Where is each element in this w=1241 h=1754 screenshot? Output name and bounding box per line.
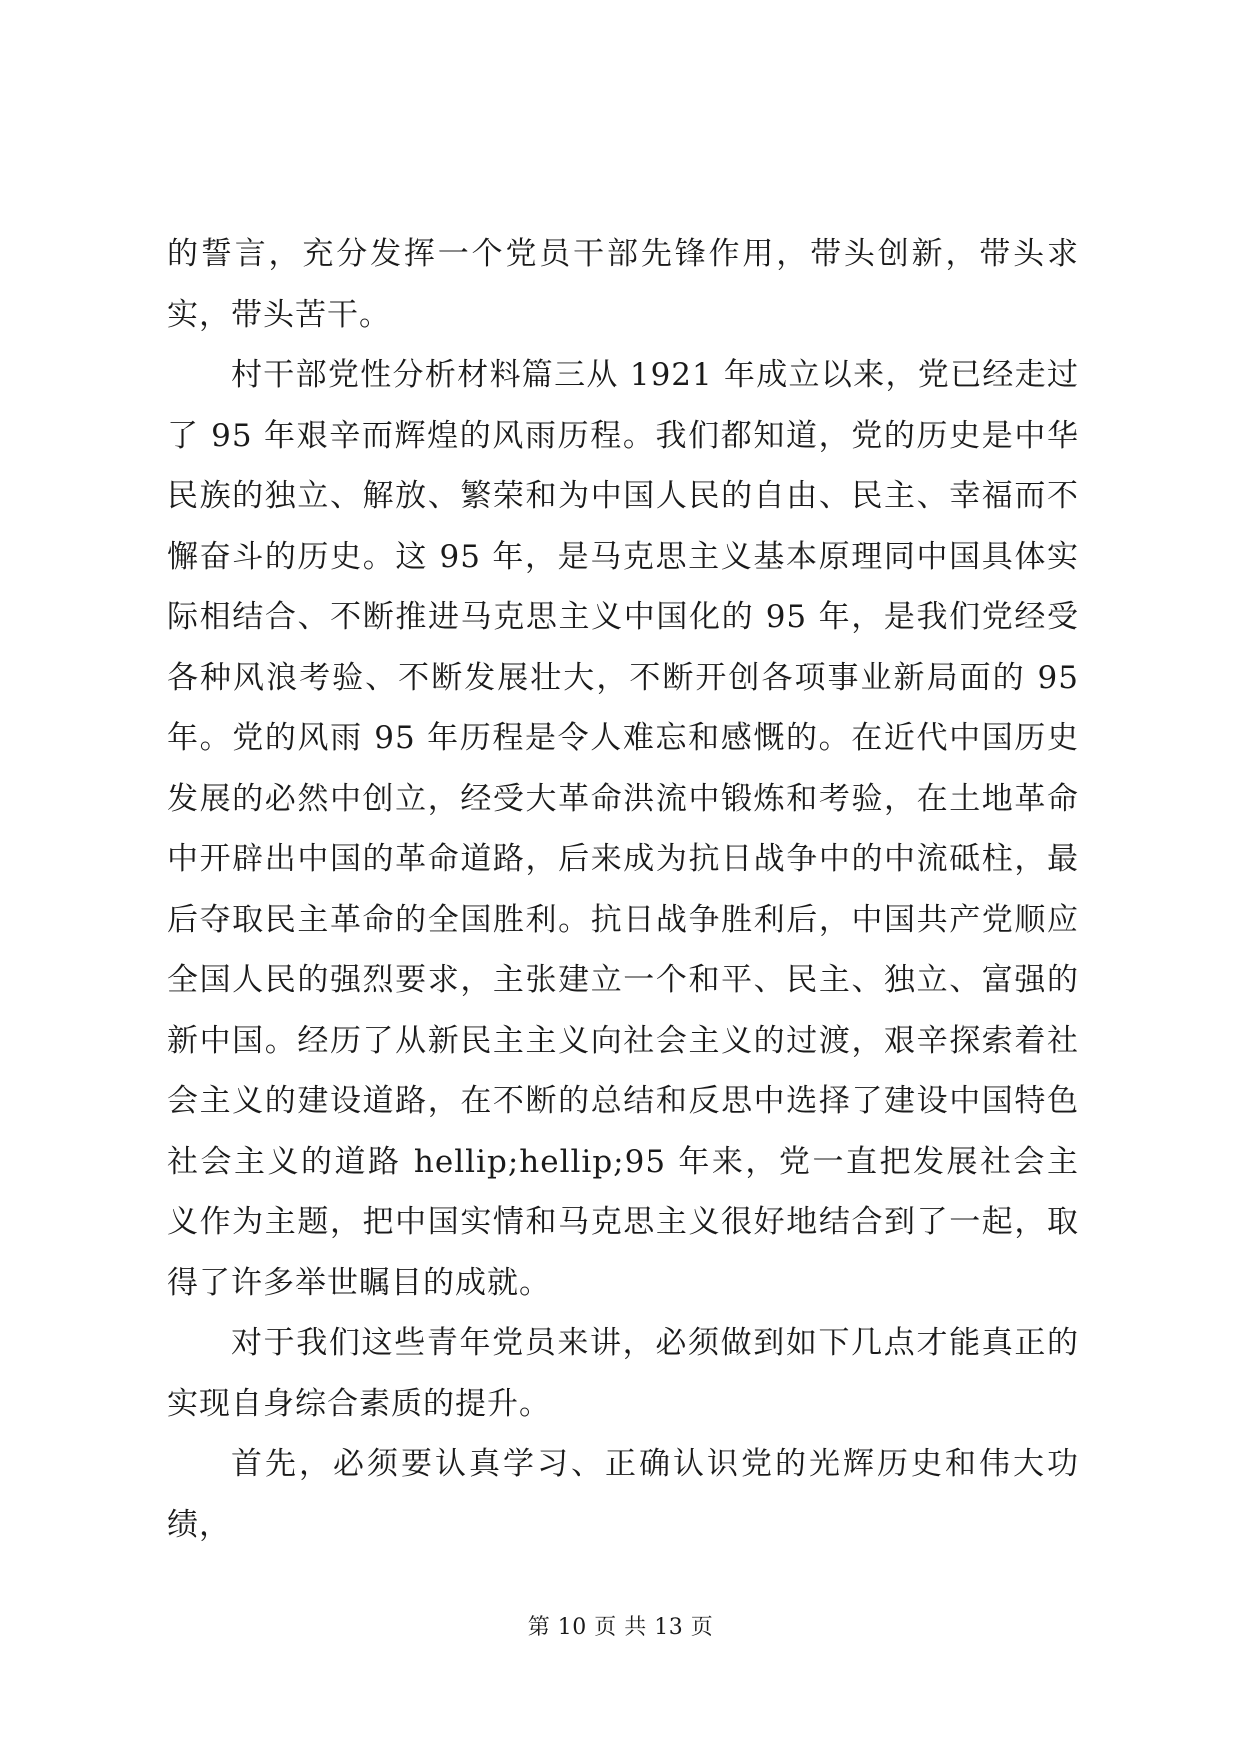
paragraph-continuation: 的誓言，充分发挥一个党员干部先锋作用，带头创新，带头求实，带头苦干。 [167,236,1079,333]
paragraph-first-point: 首先，必须要认真学习、正确认识党的光辉历史和伟大功绩， [167,1446,1079,1543]
document-body [167,224,1079,1555]
paragraph-young-members: 对于我们这些青年党员来讲，必须做到如下几点才能真正的实现自身综合素质的提升。 [167,1325,1079,1422]
paragraph-party-history: 村干部党性分析材料篇三从 1921 年成立以来，党已经走过了 95 年艰辛而辉煌的风雨历程。我们都知道，党的历史是中华民族的独立、解放、繁荣和为中国人民的自由、民主、幸福而不懈奋斗的历史。这 95 年，是马克思主义基本原理同中国具体实际相结合、不断推进马克思主义中国化的 95 年，是我们党经受各种风浪考验、不断发展壮大，不断开创各项事业新局面的 95 年。党的风雨 95 年历程是令人难忘和感慨的。在近代中国历史发展的必然中创立，经受大革命洪流中锻炼和考验，在土地革命中开辟出中国的革命道路，后来成为抗日战争中的中流砥柱，最后夺取民主革命的全国胜利。抗日战争胜利后，中国共产党顺应全国人民的强烈要求，主张建立一个和平、民主、独立、富强的新中国。经历了从新民主主义向社会主义的过渡，艰辛探索着社会主义的建设道路，在不断的总结和反思中选择了建设中国特色社会主义的道路 hellip;hellip;95 年来，党一直把发展社会主义作为主题，把中国实情和马克思主义很好地结合到了一起，取得了许多举世瞩目的成就。 [167,357,1079,1301]
page-number-footer: 第 10 页 共 13 页 [527,1615,714,1640]
